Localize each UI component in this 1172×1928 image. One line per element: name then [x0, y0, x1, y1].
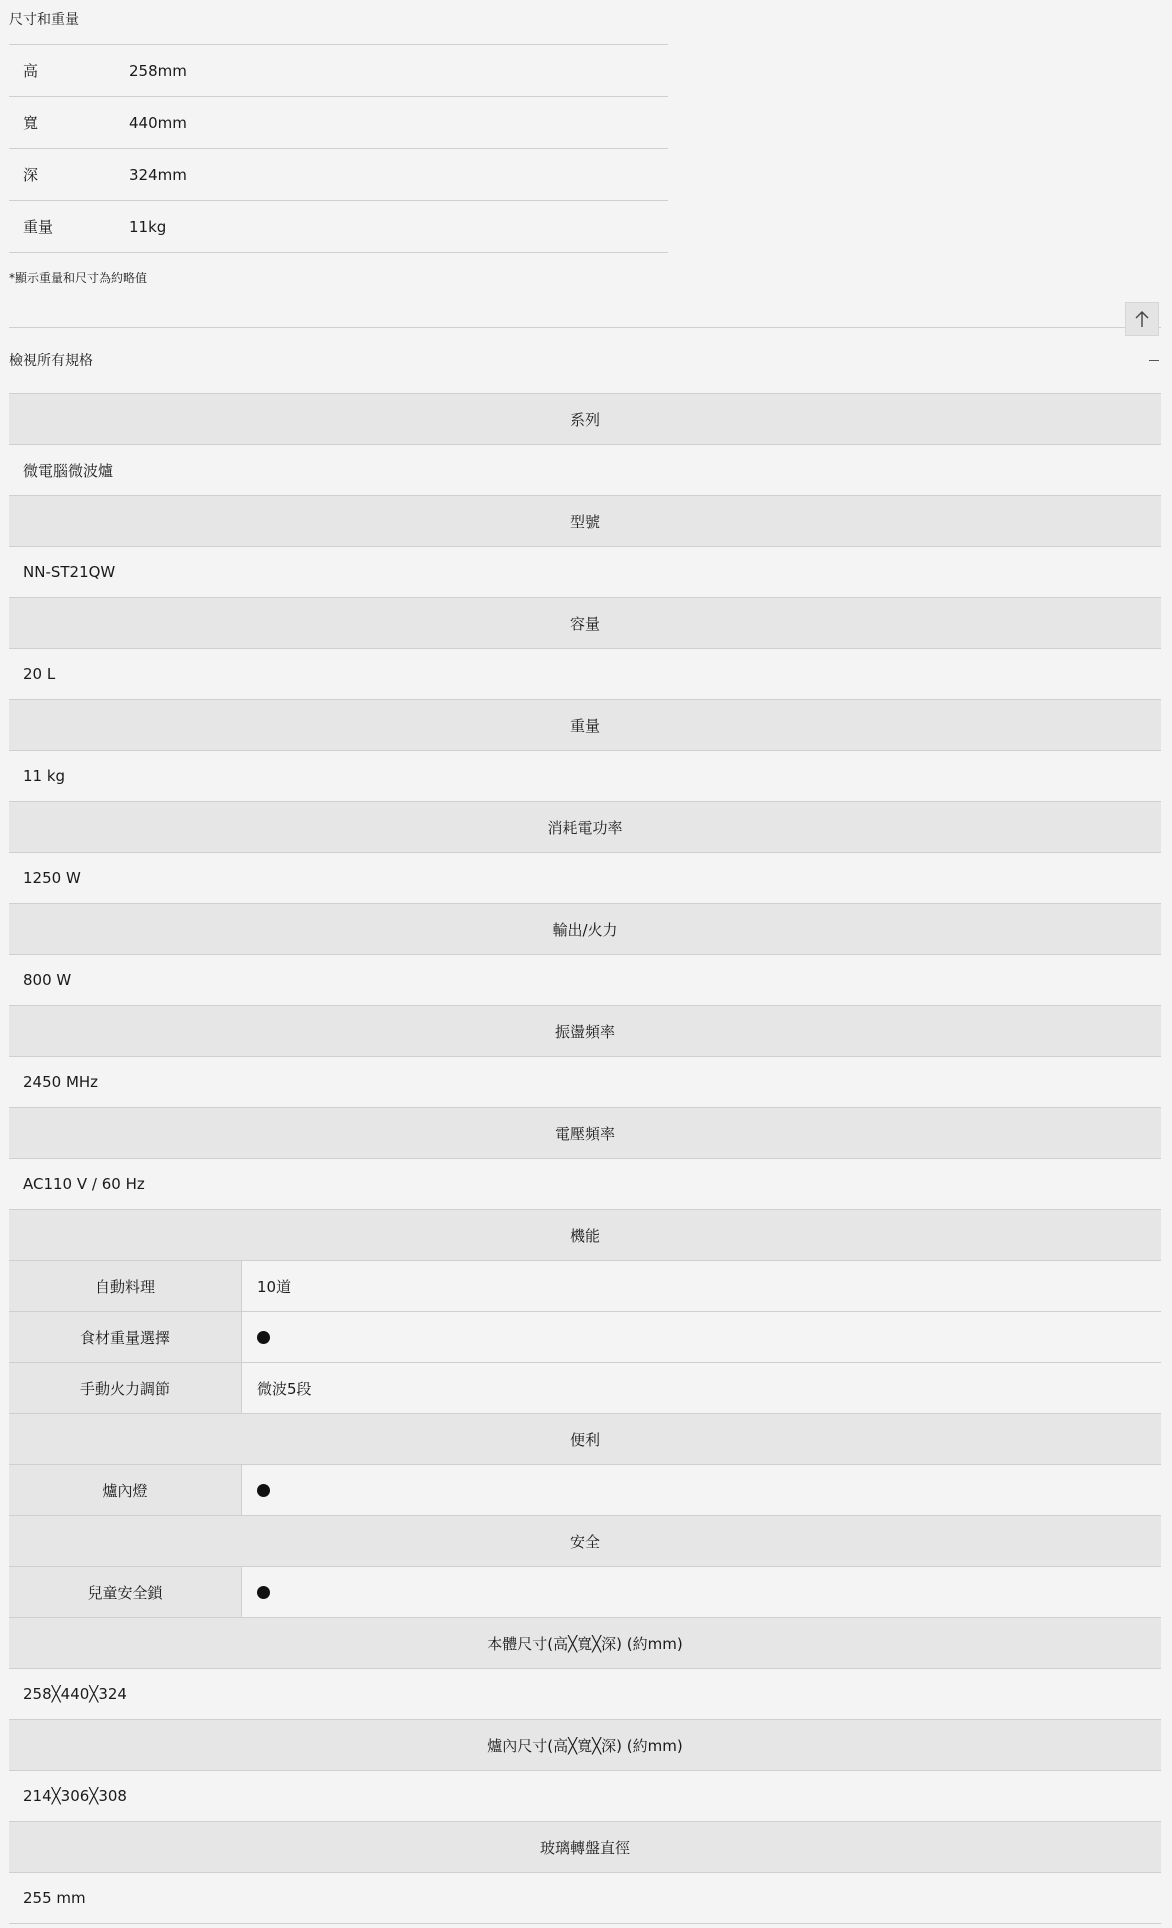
dimension-value: 258mm [129, 61, 187, 80]
collapse-icon[interactable] [1149, 360, 1159, 361]
spec-value-auto-cook: 10道 [257, 1277, 292, 1296]
back-to-top-button[interactable] [1125, 302, 1159, 336]
spec-row-weight-select [9, 1312, 1161, 1363]
spec-header-convenience: 便利 [9, 1414, 1161, 1465]
supported-dot-icon [257, 1331, 270, 1344]
supported-dot-icon [257, 1484, 270, 1497]
spec-value-power-consumption: 1250 W [9, 853, 1161, 904]
spec-value-model: NN-ST21QW [9, 547, 1161, 598]
spec-header-turntable: 玻璃轉盤直徑 [9, 1822, 1161, 1873]
spec-value-interior-light [242, 1465, 1161, 1515]
spec-label-manual-power: 手動火力調節 [9, 1363, 242, 1413]
spec-value-body-size: 258╳440╳324 [9, 1669, 1161, 1720]
spec-value-series: 微電腦微波爐 [9, 445, 1161, 496]
spec-header-power-consumption: 消耗電功率 [9, 802, 1161, 853]
dimension-row-weight [9, 201, 668, 253]
dimension-label: 深 [23, 166, 39, 184]
spec-value-manual-power: 微波5段 [257, 1379, 312, 1398]
spec-header-capacity: 容量 [9, 598, 1161, 649]
dimension-row-width [9, 97, 668, 149]
dimensions-title: 尺寸和重量 [9, 0, 668, 45]
spec-header-voltage: 電壓頻率 [9, 1108, 1161, 1159]
spec-header-model: 型號 [9, 496, 1161, 547]
spec-label-auto-cook: 自動料理 [9, 1261, 242, 1311]
spec-label-weight-select: 食材重量選擇 [9, 1312, 242, 1362]
all-specs-toggle[interactable] [9, 346, 1161, 374]
spec-label-child-lock: 兒童安全鎖 [9, 1567, 242, 1617]
dimensions-section [9, 0, 668, 286]
section-divider [9, 327, 1161, 328]
spec-header-cavity-size: 爐內尺寸(高╳寬╳深) (約mm) [9, 1720, 1161, 1771]
dimension-row-depth [9, 149, 668, 201]
spec-header-body-size: 本體尺寸(高╳寬╳深) (約mm) [9, 1618, 1161, 1669]
dimension-value: 11kg [129, 217, 167, 236]
spec-table [9, 393, 1161, 1924]
spec-header-function: 機能 [9, 1210, 1161, 1261]
dimension-value: 440mm [129, 113, 187, 132]
spec-value-frequency: 2450 MHz [9, 1057, 1161, 1108]
spec-header-safety: 安全 [9, 1516, 1161, 1567]
spec-value-output: 800 W [9, 955, 1161, 1006]
arrow-up-icon [1134, 310, 1150, 328]
spec-header-series: 系列 [9, 394, 1161, 445]
dimensions-note: *顯示重量和尺寸為約略值 [9, 271, 148, 285]
dimension-label: 重量 [23, 218, 54, 236]
spec-row-auto-cook [9, 1261, 1161, 1312]
dimension-value: 324mm [129, 165, 187, 184]
spec-header-weight: 重量 [9, 700, 1161, 751]
dimension-label: 高 [23, 62, 39, 80]
spec-value-child-lock [242, 1567, 1161, 1617]
spec-row-interior-light [9, 1465, 1161, 1516]
spec-value-voltage: AC110 V / 60 Hz [9, 1159, 1161, 1210]
spec-label-interior-light: 爐內燈 [9, 1465, 242, 1515]
spec-value-cavity-size: 214╳306╳308 [9, 1771, 1161, 1822]
dimension-label: 寬 [23, 114, 39, 132]
spec-value-capacity: 20 L [9, 649, 1161, 700]
spec-value-weight: 11 kg [9, 751, 1161, 802]
spec-row-manual-power [9, 1363, 1161, 1414]
supported-dot-icon [257, 1586, 270, 1599]
spec-header-output: 輸出/火力 [9, 904, 1161, 955]
all-specs-title: 檢視所有規格 [9, 353, 93, 369]
spec-value-weight-select [242, 1312, 1161, 1362]
dimension-row-height [9, 45, 668, 97]
spec-row-child-lock [9, 1567, 1161, 1618]
spec-value-turntable: 255 mm [9, 1873, 1161, 1924]
spec-header-frequency: 振盪頻率 [9, 1006, 1161, 1057]
